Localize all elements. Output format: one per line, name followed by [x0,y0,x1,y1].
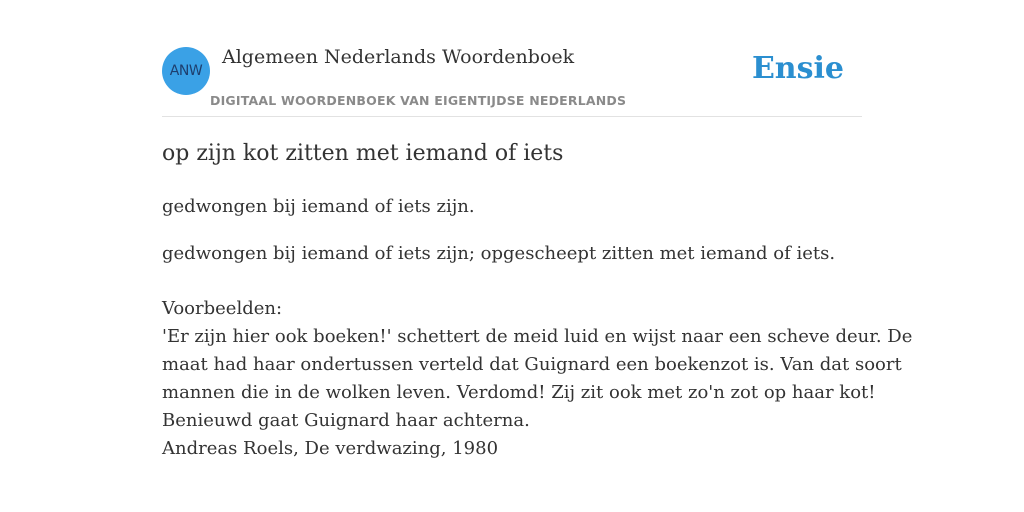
dictionary-subtitle: DIGITAAL WOORDENBOEK VAN EIGENTIJDSE NEDERLANDS [210,93,627,108]
entry-card [162,0,913,459]
example-line: mannen die in de wolken leven. Verdomd! Zij zit ook met zo'n zot op haar kot! [162,382,876,403]
example-line: Benieuwd gaat Guignard haar achterna. [162,410,530,431]
header [162,0,862,117]
definition-short: gedwongen bij iemand of iets zijn. [162,196,475,217]
dictionary-title[interactable]: Algemeen Nederlands Woordenboek [222,46,575,68]
logo-text: ANW [169,63,203,79]
examples-block [162,295,913,463]
example-source: Andreas Roels, De verdwazing, 1980 [162,438,499,459]
definition-long: gedwongen bij iemand of iets zijn; opgescheept zitten met iemand of iets. [162,243,836,264]
example-line: 'Er zijn hier ook boeken!' schettert de meid luid en wijst naar een scheve deur. De [162,326,913,347]
anw-logo[interactable] [162,47,210,95]
entry-term: op zijn kot zitten met iemand of iets [162,141,564,166]
example-line: maat had haar ondertussen verteld dat Guignard een boekenzot is. Van dat soort [162,354,902,375]
examples-heading: Voorbeelden: [162,298,283,319]
ensie-brand-logo[interactable]: Ensie [751,51,844,86]
